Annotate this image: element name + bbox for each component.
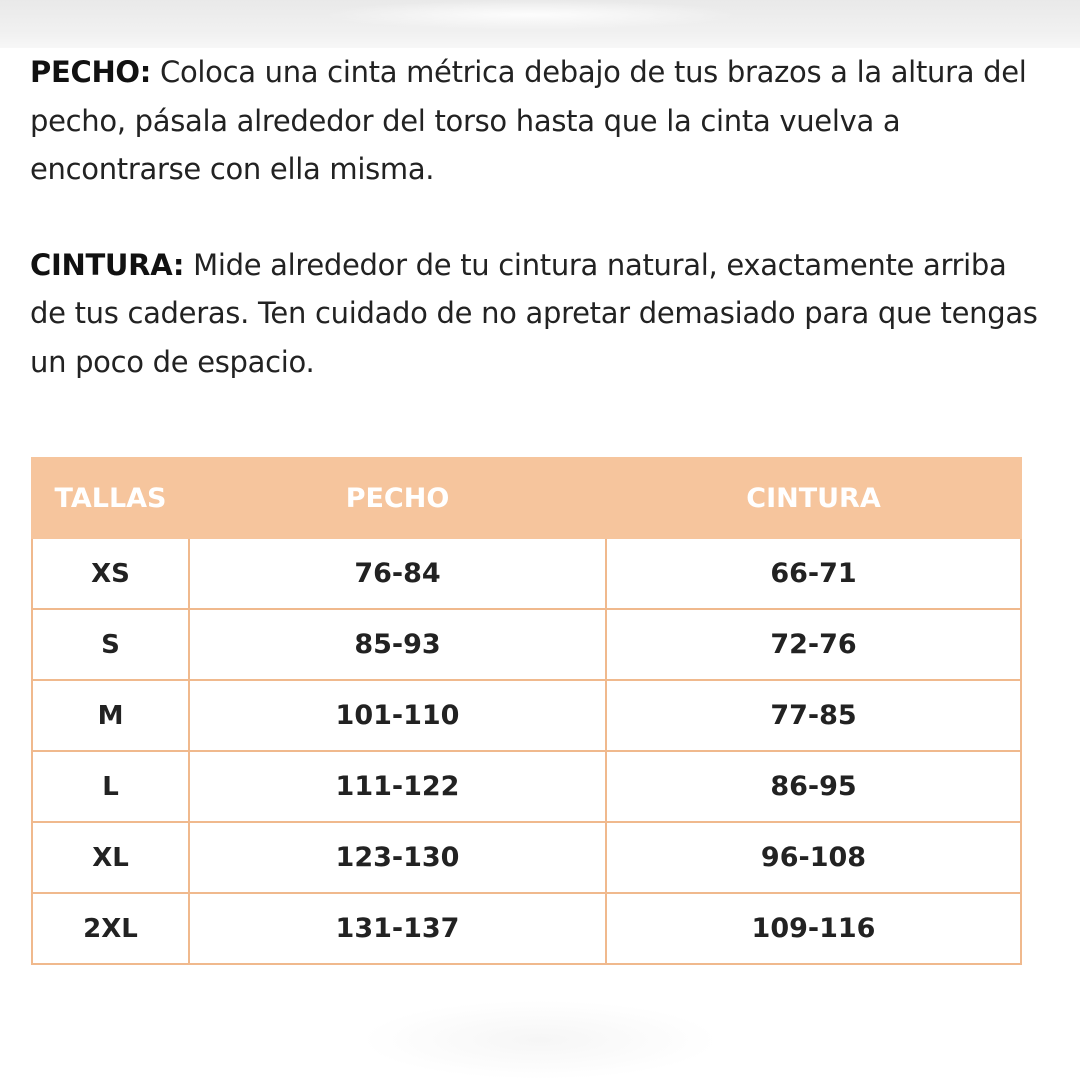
header-waist: CINTURA — [606, 458, 1021, 538]
table-row — [32, 609, 1021, 680]
header-chest: PECHO — [189, 458, 606, 538]
waist-instruction — [30, 241, 1050, 387]
waist-cell: 86-95 — [606, 751, 1021, 822]
chest-cell: 111-122 — [189, 751, 606, 822]
waist-cell: 72-76 — [606, 609, 1021, 680]
waist-instruction-label: CINTURA: — [30, 247, 185, 282]
chest-instruction — [30, 48, 1050, 194]
size-cell: L — [32, 751, 189, 822]
waist-cell: 77-85 — [606, 680, 1021, 751]
table-row — [32, 893, 1021, 964]
chest-cell: 123-130 — [189, 822, 606, 893]
chest-cell: 131-137 — [189, 893, 606, 964]
waist-cell: 109-116 — [606, 893, 1021, 964]
size-cell: 2XL — [32, 893, 189, 964]
size-chart-header-row — [32, 458, 1021, 538]
size-cell: XS — [32, 538, 189, 609]
size-cell: S — [32, 609, 189, 680]
table-row — [32, 538, 1021, 609]
bottom-image-fade — [360, 1000, 720, 1080]
header-sizes: TALLAS — [32, 458, 189, 538]
waist-cell: 96-108 — [606, 822, 1021, 893]
size-chart-table — [31, 457, 1022, 965]
measurement-instructions — [30, 48, 1050, 386]
size-cell: M — [32, 680, 189, 751]
table-row — [32, 751, 1021, 822]
chest-instruction-text: Coloca una cinta métrica debajo de tus brazos a la altura del pecho, pásala alrededor del torso hasta que la cinta vuelva a encontrarse con ella misma. — [30, 55, 1027, 186]
chest-instruction-label: PECHO: — [30, 55, 152, 89]
table-row — [32, 680, 1021, 751]
chest-cell: 76-84 — [189, 538, 606, 609]
chest-cell: 101-110 — [189, 680, 606, 751]
waist-cell: 66-71 — [606, 538, 1021, 609]
waist-instruction-text: Mide alrededor de tu cintura natural, exactamente arriba de tus caderas. Ten cuidado de no apretar demasiado para que tengas un poco de espacio. — [30, 247, 1038, 379]
top-image-strip — [0, 0, 1080, 48]
chest-cell: 85-93 — [189, 609, 606, 680]
table-row — [32, 822, 1021, 893]
size-cell: XL — [32, 822, 189, 893]
